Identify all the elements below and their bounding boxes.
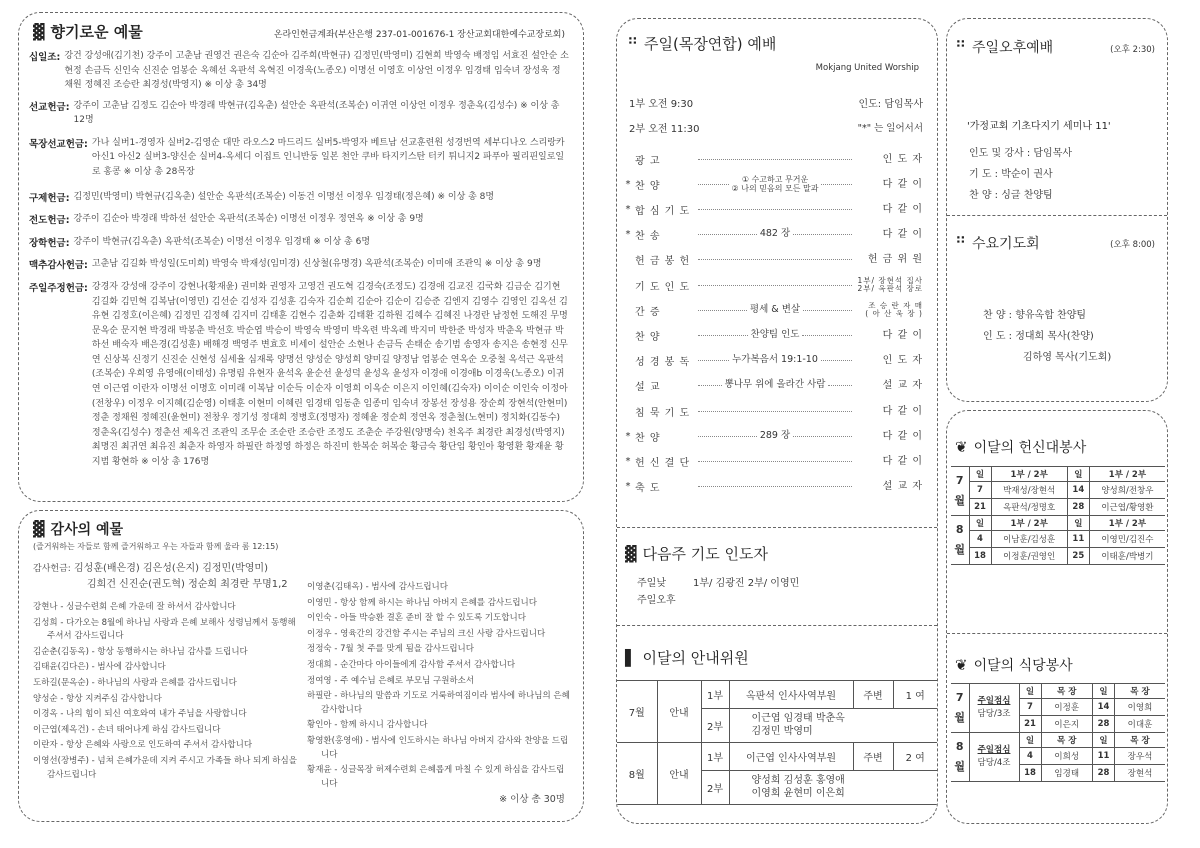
guides-part: 1부	[701, 743, 729, 771]
kitchen-cell: 이희성	[1041, 748, 1093, 765]
devotion-cell: 옥판석/정명호	[991, 499, 1067, 516]
order-row	[621, 275, 923, 295]
thanks-title: 감사의 예물	[50, 522, 124, 538]
order-item-right: 다 같 이	[882, 178, 923, 190]
standing-mark: *	[625, 430, 631, 442]
order-item-name: 헌 금 봉 헌	[635, 256, 691, 268]
devotion-cell: 4	[969, 531, 991, 548]
thanks-total: ※ 이상 총 30명	[499, 794, 565, 805]
leader-dots	[698, 259, 852, 260]
wednesday-line-leader: 인 도 : 정대희 목사(찬양)	[983, 331, 1094, 342]
leader-dots	[803, 310, 852, 311]
offering-item-text: 강주이 김순아 박경래 박하선 설안순 옥판석(조복순) 이명선 이정우 정연옥 ※ 이상 총 9명	[73, 214, 424, 225]
kitchen-header: 일	[1093, 684, 1115, 699]
offering-item-label: 주일주정헌금:	[29, 282, 88, 294]
kitchen-month: 7월	[951, 684, 969, 733]
section-mark-icon: ▓	[625, 544, 637, 563]
devotion-grid	[951, 466, 1165, 565]
kitchen-header: 목 장	[1041, 733, 1093, 748]
afternoon-line-praise: 찬 양 : 싱글 찬양팀	[969, 190, 1053, 201]
offering-item	[29, 190, 569, 205]
kitchen-header: 일	[1019, 684, 1041, 699]
thanks-item: 이정우 - 영육간의 강건함 주시는 주님의 크신 사랑 감사드립니다	[307, 628, 546, 639]
kitchen-header: 목 장	[1115, 733, 1166, 748]
thanks-item: 도하길(문옥순) - 하나님의 사랑과 은혜를 감사드립니다	[33, 677, 237, 688]
devotion-cell: 이태훈/박병기	[1089, 548, 1165, 565]
offering-item-label: 맥추감사헌금:	[29, 260, 88, 272]
guides-names: 이근엽 임경태 박춘옥 김정민 박영미	[729, 709, 937, 743]
offering-item	[29, 280, 569, 470]
kitchen-label: 주일점심	[977, 696, 1011, 707]
guides-part: 2부	[701, 709, 729, 743]
devotion-month: 7월	[951, 467, 969, 516]
thanks-item: 이란자 - 항상 은혜와 사랑으로 인도하여 주셔서 감사합니다	[33, 740, 253, 751]
devotion-cell: 박재성/장현석	[991, 482, 1067, 499]
order-item-right: 헌 금 위 원	[867, 254, 923, 266]
thanks-item: 정대희 - 순간마다 아이들에게 감사함 주셔서 감사합니다	[307, 659, 516, 670]
standing-note: "*" 는 일어서서	[857, 123, 923, 134]
offering-item-text: 강주이 박현규(김옥춘) 옥판석(조복순) 이명선 이정우 임경태 ※ 이상 총 6명	[73, 236, 371, 247]
thanks-item: 정정숙 - 7월 첫 주를 맞게 됨을 감사드립니다	[307, 644, 474, 655]
standing-mark: *	[625, 481, 631, 493]
order-item-right: 설 교 자	[882, 380, 923, 392]
standing-mark: *	[625, 229, 631, 241]
thanks-item: 양성순 - 항상 지켜주심 감사합니다	[33, 693, 162, 704]
thanks-item: 황영환(홍영애) - 범사에 인도하시는 하나님 아버지 감사와 찬양을 드립니다	[307, 735, 569, 760]
thanks-item: 정여영 - 주 예수님 은혜로 부모님 구원하소서	[307, 675, 475, 686]
offering-item-label: 선교헌금:	[29, 101, 70, 113]
devotion-header: 1부 / 2부	[991, 516, 1067, 531]
wednesday-line-praise: 찬 양 : 향유옥합 찬양팀	[983, 310, 1087, 321]
thanks-item: 이영민 - 항상 함께 하시는 하나님 아버지 은혜를 감사드립니다	[307, 597, 537, 608]
order-item-content: 뽕나무 위에 올라간 사람	[724, 379, 826, 391]
kitchen-header-row	[951, 684, 1165, 699]
order-item-right: 다 같 이	[882, 229, 923, 241]
kitchen-month: 8월	[951, 733, 969, 782]
thanks-line1: 김성훈(배은경) 김은성(은지) 김정민(박영미)	[74, 563, 268, 574]
section-mark-icon: ⠛	[955, 38, 966, 56]
thanks-left-list	[33, 601, 303, 784]
order-row	[621, 250, 923, 270]
devotion-cell: 양성희/전창우	[1089, 482, 1165, 499]
kitchen-cell: 7	[1019, 699, 1041, 716]
thanks-item: 황재윤 - 싱글목장 허제수련회 은혜롭게 마칠 수 있게 하심을 감사드립니다	[307, 765, 565, 789]
guides-names: 이근엽 인사사역부원	[729, 743, 853, 771]
order-row	[621, 451, 923, 471]
order-item-right: 다 같 이	[882, 203, 923, 215]
kitchen-label-cell	[969, 684, 1019, 733]
kitchen-cell: 28	[1093, 716, 1115, 733]
order-item-right: 다 같 이	[882, 430, 923, 442]
thanks-item: 이인숙 - 아들 박승환 결혼 준비 잘 할 수 있도록 기도합니다	[307, 613, 526, 624]
guides-month: 8월	[617, 743, 657, 805]
thanks-line2: 김희건 신진순(권도혁) 정순희 최경란 무명1,2	[87, 579, 288, 590]
guides-count: 1 여	[893, 681, 937, 709]
offering-item-text: 강건 강성애(김기천) 강주이 고춘남 권영건 권은숙 김순아 김주희(박현규) 김정민(박영미) 김현희 박영숙 배정임 서효진 설안순 소현정 손금득 신인숙 신진순 엄봉순 옥혜선 옥판석 옥혁진 이경욱(노종오) 이명선 이영호 이상언 이정우 임경태 임숙녀 장성욱 정채원 정혜진 조승란 최경성(박영지) ※ 이상 총 34명	[64, 51, 569, 91]
thanks-item: 김태윤(김다은) - 범사에 감사합니다	[33, 662, 166, 673]
order-item-name: 합 심 기 도	[635, 205, 691, 217]
order-row	[621, 225, 923, 245]
offering-item	[29, 99, 569, 128]
thanks-item: 이영춘(김태옥) - 범사에 감사드립니다	[307, 582, 448, 592]
leader-dots	[698, 385, 722, 386]
devotion-row	[951, 482, 1165, 499]
leader-dots	[698, 411, 852, 412]
kitchen-cell: 이영희	[1115, 699, 1166, 716]
offering-item	[29, 212, 569, 227]
leader-dots	[698, 335, 748, 336]
standing-mark: *	[625, 455, 631, 467]
section-mark-icon: ⠛	[955, 234, 966, 252]
offering-account: 온라인헌금계좌(부산은행 237-01-001676-1 장산교회대한예수교장로회)	[273, 30, 565, 40]
afternoon-seminar: '가정교회 기초다지기 세미나 11'	[967, 121, 1111, 132]
offering-item-text: 강경자 강성애 강주이 강현나(황재윤) 권미화 권영자 고영건 권도혁 김경숙(조정도) 김경애 김교진 김국화 김금순 김기현 김길화 김민혁 김복남(이영민) 김선순 김성자 김성훈 김숙자 김순희 김순아 김순이 김승준 김엔지 김영수 김영인 김옥선 김유현 김정호(이은혜) 김정민 김정혜 김지미 김태훈 김현수 김춘화 김태환 김하원 김혜수 김혜진 나경란 남정헌 도해진 무명 문옥순 문지현 박경래 박봉춘 박선호 박순엽 박승이 박영숙 박영미 박옥련 박옥례 박지미 박한준 박성자 박춘옥 박현규 박하선 배숙자 배은경(김성훈) 배해경 백영주 변효호 비세이 설안순 소현나 손금득 손태순 송기범 송영자 송지은 송현정 신무연 신상복 신정기 신진순 신현성 심세율 심재록 양명선 양성순 양성희 양미길 양정남 엄봉순 연옥순 오중철 옥석근 옥판석(조복순) 우희영 유영애(이태성) 유명림 유현자 윤석옥 윤순선 윤성덕 윤성옥 윤성자 이경애 이경애b 이경욱(노종오) 이귀연 이근엽 이란자 이명선 이명호 이미래 이복남 이순득 이순자 이영희 이옥순 이은지 이인혜(김숙자) 이이순 이인숙 이정아(전창우) 이정우 이지혜(김순영) 이태훈 이현미 이혜린 임경태 임동춘 임종미 임숙녀 장봉선 장성용 장순희 장현석(안현미) 정춘 정채원 정혜진(윤현미) 전창우 정기성 정대희 정병호(정명자) 정혜윤 정순희 정연옥 정춘철(노현미) 정치화(김동수) 정춘옥(김성수) 정춘선 제옥건 조관익 조무순 조순란 조승란 조정도 조춘순 주강원(양명숙) 천옥주 최경란 최경성(박영지) 최명진 최귀연 최유진 최춘자 하영자 하필란 하정영 하정은 하진미 한복순 허복순 황금숙 황단임 황인아 황영환 황재윤 황지범 황현하 ※ 이상 총 176명	[91, 281, 568, 467]
order-item-name: 찬 양	[635, 432, 661, 444]
devotion-header-row	[951, 516, 1165, 531]
guides-role: 안내	[657, 681, 701, 743]
offering-item-text: 강주이 고춘남 김정도 김순아 박경래 박현규(김옥춘) 설안순 옥판석(조복순) 이귀연 이상언 이정우 정춘옥(김성수) ※ 이상 총 12명	[73, 100, 560, 126]
devotion-header-row	[951, 467, 1165, 482]
afternoon-time: (오후 2:30)	[1110, 45, 1155, 55]
guides-part: 1부	[701, 681, 729, 709]
guides-row	[617, 681, 937, 709]
thanks-item: 황인아 - 함께 하시니 감사합니다	[307, 720, 428, 731]
kitchen-cell: 이대훈	[1115, 716, 1166, 733]
order-row	[621, 401, 923, 421]
guides-grid	[617, 680, 937, 805]
offering-item	[29, 235, 569, 250]
kitchen-label-cell	[969, 733, 1019, 782]
section-mark-icon: ▓	[33, 520, 45, 538]
kitchen-cell: 장현석	[1115, 765, 1166, 782]
afternoon-line-prayer: 기 도 : 박순이 권사	[969, 169, 1053, 180]
order-item-name: 찬 양	[635, 331, 661, 343]
devotion-row	[951, 531, 1165, 548]
offering-item-label: 십일조:	[29, 52, 61, 63]
next-prayer-am-label: 주일낮	[637, 578, 666, 589]
order-row	[621, 376, 923, 396]
devotion-header: 1부 / 2부	[1089, 516, 1165, 531]
kitchen-cell: 이정훈	[1041, 699, 1093, 716]
devotion-cell: 14	[1067, 482, 1089, 499]
order-item-name: 침 묵 기 도	[635, 407, 691, 419]
kitchen-sub: 담당/4조	[977, 758, 1011, 768]
leader-dots	[698, 159, 852, 160]
order-item-right: 인 도 자	[882, 355, 924, 367]
guides-pos: 주변	[853, 681, 893, 709]
wednesday-time: (오후 8:00)	[1110, 240, 1155, 250]
leader-dots	[802, 335, 852, 336]
devotion-header: 일	[1067, 467, 1089, 482]
kitchen-header: 일	[1019, 733, 1041, 748]
guides-month: 7월	[617, 681, 657, 743]
devotion-cell: 21	[969, 499, 991, 516]
thanks-item: 김순춘(김동옥) - 항상 동행하시는 하나님 감사를 드립니다	[33, 646, 248, 657]
sunday-subtitle: Mokjang United Worship	[815, 63, 919, 73]
next-prayer-am: 1부/ 김광진 2부/ 이영민	[693, 578, 800, 589]
kitchen-title: 이달의 식당봉사	[973, 658, 1073, 674]
flower-icon: ❦	[955, 438, 968, 456]
offering-item	[29, 136, 569, 180]
kitchen-cell: 장우석	[1115, 748, 1166, 765]
leader-dots	[698, 310, 747, 311]
offering-title: 향기로운 예물	[50, 23, 143, 41]
devotion-header: 일	[1067, 516, 1089, 531]
kitchen-cell: 14	[1093, 699, 1115, 716]
kitchen-header: 일	[1093, 733, 1115, 748]
leader-dots	[698, 285, 852, 286]
order-item-name: 기 도 인 도	[635, 281, 691, 293]
next-prayer-title: 다음주 기도 인도자	[642, 545, 769, 563]
kitchen-label: 주일점심	[977, 745, 1011, 756]
order-item-name: 광 고	[635, 155, 661, 167]
kitchen-header-row	[951, 733, 1165, 748]
order-item-content: 찬양팀 인도	[750, 328, 800, 340]
service-leader: 인도: 담임목사	[858, 99, 923, 110]
leader-dots	[698, 234, 757, 235]
next-prayer-pm-label: 주일오후	[637, 595, 676, 606]
order-item-right: 조 승 란 자 매 ( 아 산 욱 장 )	[865, 300, 923, 319]
guides-table	[617, 680, 937, 805]
order-row	[621, 477, 923, 497]
devotion-header: 1부 / 2부	[1089, 467, 1165, 482]
kitchen-grid	[951, 683, 1165, 782]
wednesday-line-leader2: 김하영 목사(기도회)	[1023, 352, 1112, 363]
offering-item-label: 전도헌금:	[29, 215, 70, 227]
guides-part: 2부	[701, 771, 729, 805]
leader-dots	[698, 209, 852, 210]
order-row	[621, 174, 923, 194]
thanks-item: 강현나 - 싱글수련회 은혜 가운데 잘 하셔서 감사합니다	[33, 602, 236, 612]
thanks-label: 감사헌금:	[33, 564, 71, 574]
offering-item	[29, 49, 569, 93]
kitchen-cell: 11	[1093, 748, 1115, 765]
standing-mark: *	[625, 203, 631, 215]
leader-dots	[793, 436, 852, 437]
leader-dots	[698, 486, 852, 487]
order-item-name: 성 경 봉 독	[635, 357, 691, 369]
guides-count: 2 여	[893, 743, 937, 771]
service2-time: 2부 오전 11:30	[629, 124, 700, 135]
order-item-right: 다 같 이	[882, 329, 923, 341]
section-mark-icon: ▓	[33, 22, 45, 41]
devotion-cell: 25	[1067, 548, 1089, 565]
thanks-item: 이경옥 - 나의 힘이 되신 여호와여 내가 주님을 사랑합니다	[33, 709, 247, 720]
kitchen-cell: 임경태	[1041, 765, 1093, 782]
order-row	[621, 149, 923, 169]
devotion-title: 이달의 헌신대봉사	[973, 440, 1087, 456]
order-item-content: 289 장	[759, 429, 791, 441]
guides-names: 양성희 김성훈 홍영애 이영희 윤현미 이은희	[729, 771, 937, 805]
offering-item-label: 구제헌금:	[29, 192, 70, 204]
devotion-cell: 11	[1067, 531, 1089, 548]
leader-dots	[698, 436, 757, 437]
offering-item-label: 목장선교헌금:	[29, 138, 88, 150]
devotion-header: 일	[969, 516, 991, 531]
kitchen-cell: 21	[1019, 716, 1041, 733]
devotion-row	[951, 499, 1165, 516]
guides-row	[617, 743, 937, 771]
thanks-item: 이근엽(제옥건) - 손녀 태어나게 하심 감사드립니다	[33, 724, 221, 735]
sunday-box	[616, 18, 938, 824]
devotion-cell: 이남훈/김성훈	[991, 531, 1067, 548]
order-item-name: 축 도	[635, 483, 661, 495]
offering-box	[18, 12, 584, 502]
thanks-verse: (즐거워하는 자들로 함께 즐거워하고 우는 자들과 함께 울라 롬 12:15)	[33, 542, 279, 551]
offering-item-label: 장학헌금:	[29, 237, 70, 249]
devotion-cell: 이영민/김진수	[1089, 531, 1165, 548]
order-item-right: 1부/ 장현석 집사 2부/ 옥판석 장로	[857, 275, 923, 293]
order-item-right: 다 같 이	[882, 405, 923, 417]
thanks-item: 이영선(장병주) - 넘쳐 은혜가운데 지켜 주시고 가족들 하나 되게 하심을 감사드립니다	[33, 755, 297, 780]
devotion-table	[951, 466, 1165, 565]
service-box	[946, 410, 1168, 824]
section-mark-icon: ⠛	[627, 34, 638, 53]
order-item-name: 간 증	[635, 306, 661, 318]
devotion-cell: 18	[969, 548, 991, 565]
order-item-right: 다 같 이	[882, 455, 923, 467]
service1-time: 1부 오전 9:30	[629, 99, 694, 110]
leader-dots	[793, 234, 852, 235]
order-row	[621, 351, 923, 371]
thanks-box	[18, 510, 584, 822]
guides-pos: 주변	[853, 743, 893, 771]
afternoon-box	[946, 18, 1168, 402]
order-item-content: 482 장	[759, 228, 791, 240]
order-row	[621, 325, 923, 345]
afternoon-line-leader: 인도 및 강사 : 담임목사	[969, 148, 1073, 159]
flower-icon: ❦	[955, 656, 968, 674]
offering-item	[29, 257, 569, 272]
thanks-item: 하필란 - 하나님의 말씀과 기도로 거룩하여짐이라 범사에 하나님의 은혜 감사합니다	[307, 691, 570, 715]
order-item-name: 헌 신 결 단	[635, 457, 691, 469]
leader-dots	[698, 184, 729, 185]
kitchen-sub: 담당/3조	[977, 709, 1011, 719]
leader-dots	[698, 461, 852, 462]
order-item-right: 설 교 자	[882, 481, 923, 493]
order-item-name: 찬 양	[635, 180, 661, 192]
guides-role: 안내	[657, 743, 701, 805]
leader-dots	[821, 360, 852, 361]
sunday-title: 주일(목장연합) 예배	[644, 35, 777, 53]
guides-names: 옥판석 인사사역부원	[729, 681, 853, 709]
leader-dots	[821, 184, 852, 185]
devotion-cell: 이근엽/황영환	[1089, 499, 1165, 516]
wednesday-title: 수요기도회	[972, 236, 1040, 252]
thanks-item: 김성희 - 다가오는 8월에 하나님 사랑과 은혜 보해사 성령님께서 동행해주셔서 감사드립니다	[33, 617, 296, 642]
offering-item-text: 가나 실버1-경영자 실버2-김영순 대만 라오스2 마드리드 실버5-박영자 베트남 선교훈련원 성경번역 세부디나오 스리랑카 아신1 아신2 실버3-양신순 실버4-옥세디 이집트 인니반둥 일본 천안 쿠바 타지키스탄 터키 튀니지2 파푸아 필리핀일로일로 홍콩 ※ 이상 총 28목장	[91, 137, 565, 178]
devotion-cell: 이정훈/권영인	[991, 548, 1067, 565]
order-row	[621, 300, 923, 320]
kitchen-cell: 이은지	[1041, 716, 1093, 733]
order-item-content: ① 수고하고 무거운 ② 나의 믿음의 모든 말과	[731, 175, 819, 194]
kitchen-header: 목 장	[1115, 684, 1166, 699]
thanks-right-list	[307, 581, 571, 793]
offering-item-text: 고춘남 김길화 박성일(도미희) 박영숙 박재성(임미경) 신상철(유명경) 옥판석(조복순) 이미애 조관익 ※ 이상 총 9명	[91, 259, 542, 270]
devotion-header: 1부 / 2부	[991, 467, 1067, 482]
kitchen-cell: 18	[1019, 765, 1041, 782]
order-item-content: 평세 & 변살	[749, 303, 801, 315]
devotion-cell: 7	[969, 482, 991, 499]
kitchen-header: 목 장	[1041, 684, 1093, 699]
order-row	[621, 199, 923, 219]
leader-dots	[828, 385, 852, 386]
offering-item-text: 김정민(박영미) 박현규(김옥춘) 설안순 옥판석(조복순) 이동건 이명선 이정우 임경태(정은혜) ※ 이상 총 8명	[73, 191, 495, 202]
kitchen-table	[951, 683, 1165, 782]
devotion-month: 8월	[951, 516, 969, 565]
kitchen-cell: 28	[1093, 765, 1115, 782]
leader-dots	[698, 360, 729, 361]
standing-mark: *	[625, 178, 631, 190]
order-row	[621, 426, 923, 446]
section-mark-icon: ▌	[625, 648, 637, 667]
order-item-name: 설 교	[635, 382, 661, 394]
devotion-row	[951, 548, 1165, 565]
order-item-content: 누가복음서 19:1-10	[732, 354, 818, 366]
order-item-name: 찬 송	[635, 231, 661, 243]
devotion-header: 일	[969, 467, 991, 482]
order-item-right: 인 도 자	[882, 153, 923, 165]
guides-title: 이달의 안내위원	[642, 649, 749, 667]
kitchen-cell: 4	[1019, 748, 1041, 765]
afternoon-title: 주일오후예배	[972, 40, 1054, 56]
offering-list	[29, 49, 569, 469]
worship-order	[621, 139, 923, 509]
devotion-cell: 28	[1067, 499, 1089, 516]
